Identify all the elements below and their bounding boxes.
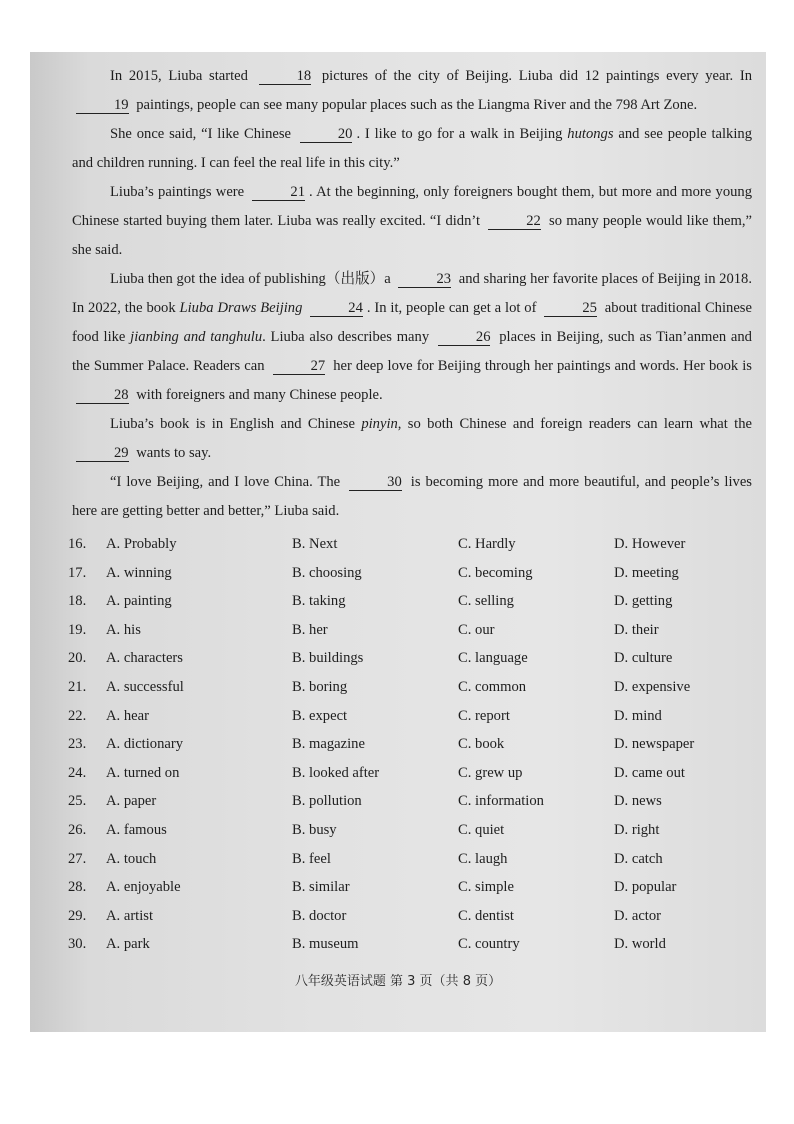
text: about traditional Chinese food like <box>72 300 752 345</box>
option-c[interactable]: C. our <box>458 621 495 638</box>
blank-26[interactable]: 26 <box>438 329 491 346</box>
paragraph-3 <box>72 178 752 265</box>
text: and sharing her favorite places of Beijing in 2018. In 2022, the book <box>72 271 752 316</box>
option-row <box>68 536 758 565</box>
blank-19[interactable]: 19 <box>76 97 129 114</box>
option-d[interactable]: D. news <box>614 793 662 810</box>
question-number: 17. <box>68 564 87 581</box>
exam-page-photo <box>30 52 766 1032</box>
text: and see people talking and children running. I can feel the real life in this city.” <box>72 126 752 171</box>
italic-term: jianbing and tanghulu <box>130 329 263 345</box>
question-number: 24. <box>68 764 87 781</box>
option-d[interactable]: D. mind <box>614 707 662 724</box>
option-d[interactable]: D. catch <box>614 850 663 867</box>
question-number: 25. <box>68 793 87 810</box>
question-number: 19. <box>68 621 87 638</box>
question-number: 23. <box>68 736 87 753</box>
option-b[interactable]: B. looked after <box>292 764 380 781</box>
question-number: 29. <box>68 907 87 924</box>
options-list <box>68 536 758 965</box>
option-a[interactable]: A. painting <box>106 593 172 610</box>
blank-21[interactable]: 21 <box>252 184 305 201</box>
question-number: 28. <box>68 879 87 896</box>
option-a[interactable]: A. winning <box>106 564 172 581</box>
text: , so both Chinese and foreign readers can learn what the <box>397 416 753 432</box>
text: . Liuba also describes many <box>262 329 430 345</box>
option-c[interactable]: C. information <box>458 793 544 810</box>
question-number: 16. <box>68 536 87 552</box>
option-b[interactable]: B. pollution <box>292 793 362 810</box>
blank-23[interactable]: 23 <box>398 271 451 288</box>
option-c[interactable]: C. country <box>458 936 520 953</box>
option-row <box>68 908 758 937</box>
text: wants to say. <box>136 445 212 461</box>
text: “I love Beijing, and I love China. The <box>110 474 341 490</box>
option-b[interactable]: B. buildings <box>292 650 364 667</box>
option-a[interactable]: A. famous <box>106 821 167 838</box>
option-c[interactable]: C. language <box>458 650 528 667</box>
option-row <box>68 736 758 765</box>
option-d[interactable]: D. getting <box>614 593 673 610</box>
text: with foreigners and many Chinese people. <box>136 387 383 403</box>
blank-24[interactable]: 24 <box>310 300 363 317</box>
paragraph-1 <box>72 62 752 120</box>
option-b[interactable]: B. boring <box>292 678 348 695</box>
paragraph-5 <box>72 410 752 468</box>
option-a[interactable]: A. hear <box>106 707 149 724</box>
option-row <box>68 622 758 651</box>
option-a[interactable]: A. dictionary <box>106 736 184 753</box>
option-c[interactable]: C. Hardly <box>458 536 516 552</box>
option-c[interactable]: C. laugh <box>458 850 508 867</box>
text: places in Beijing, such as Tian’anmen and the Summer Palace. Readers can <box>72 329 752 374</box>
option-d[interactable]: D. meeting <box>614 564 679 581</box>
option-b[interactable]: B. busy <box>292 821 337 838</box>
option-row <box>68 765 758 794</box>
question-number: 21. <box>68 678 87 695</box>
option-row <box>68 650 758 679</box>
text: . I like to go for a walk in Beijing <box>356 126 563 142</box>
text: Liuba then got the idea of publishing（出版）a <box>110 271 391 287</box>
text: In 2015, Liuba started <box>110 68 248 84</box>
question-number: 22. <box>68 707 87 724</box>
reading-passage <box>72 62 752 526</box>
option-c[interactable]: C. grew up <box>458 764 523 781</box>
option-a[interactable]: A. enjoyable <box>106 879 181 896</box>
option-d[interactable]: D. world <box>614 936 666 953</box>
blank-20[interactable]: 20 <box>300 126 353 143</box>
page-footer: 八年级英语试题 第 3 页（共 8 页） <box>294 974 502 989</box>
option-row <box>68 879 758 908</box>
blank-27[interactable]: 27 <box>273 358 326 375</box>
option-d[interactable]: D. culture <box>614 650 673 667</box>
option-d[interactable]: D. newspaper <box>614 736 695 753</box>
option-a[interactable]: A. park <box>106 936 150 953</box>
italic-term: hutongs <box>567 126 614 142</box>
option-d[interactable]: D. right <box>614 821 660 838</box>
text: paintings, people can see many popular places such as the Liangma River and the 798 Art Zone. <box>136 97 698 113</box>
option-a[interactable]: A. Probably <box>106 536 177 552</box>
text: . At the beginning, only foreigners bought them, but more and more young Chinese started buying them later. Liuba was really excited. “I didn’t <box>72 184 753 229</box>
question-number: 30. <box>68 936 87 953</box>
option-d[interactable]: D. popular <box>614 879 677 896</box>
option-c[interactable]: C. quiet <box>458 821 505 838</box>
option-row <box>68 851 758 880</box>
text: is becoming more and more beautiful, and people’s lives here are getting better and better,” Liuba said. <box>72 474 752 519</box>
blank-22[interactable]: 22 <box>488 213 541 230</box>
italic-term: pinyin <box>361 416 398 432</box>
option-row <box>68 565 758 594</box>
option-a[interactable]: A. characters <box>106 650 183 667</box>
question-number: 27. <box>68 850 87 867</box>
option-c[interactable]: C. selling <box>458 593 514 610</box>
option-c[interactable]: C. book <box>458 736 505 753</box>
text: Liuba’s book is in English and Chinese <box>110 416 355 432</box>
option-b[interactable]: B. choosing <box>292 564 362 581</box>
option-b[interactable]: B. her <box>292 621 328 638</box>
text: so many people would like them,” she said. <box>72 213 753 258</box>
option-row <box>68 708 758 737</box>
option-a[interactable]: A. his <box>106 621 141 638</box>
blank-18[interactable]: 18 <box>259 68 312 85</box>
text: . In it, people can get a lot of <box>366 300 537 316</box>
option-b[interactable]: B. Next <box>292 536 338 552</box>
blank-25[interactable]: 25 <box>544 300 597 317</box>
option-b[interactable]: B. magazine <box>292 736 365 753</box>
text: her deep love for Beijing through her paintings and words. Her book is <box>333 358 752 374</box>
option-c[interactable]: C. dentist <box>458 907 514 924</box>
blank-30[interactable]: 30 <box>349 474 402 491</box>
option-b[interactable]: B. doctor <box>292 907 347 924</box>
option-a[interactable]: A. artist <box>106 907 154 924</box>
blank-28[interactable]: 28 <box>76 387 129 404</box>
option-d[interactable]: D. their <box>614 621 659 638</box>
text: Liuba’s paintings were <box>110 184 245 200</box>
option-b[interactable]: B. taking <box>292 593 346 610</box>
option-c[interactable]: C. report <box>458 707 510 724</box>
option-d[interactable]: D. However <box>614 536 686 552</box>
option-d[interactable]: D. actor <box>614 907 662 924</box>
question-number: 26. <box>68 821 87 838</box>
option-d[interactable]: D. expensive <box>614 678 691 695</box>
option-c[interactable]: C. common <box>458 678 527 695</box>
question-number: 18. <box>68 593 87 610</box>
option-b[interactable]: B. museum <box>292 936 359 953</box>
option-row <box>68 822 758 851</box>
option-a[interactable]: A. turned on <box>106 764 180 781</box>
option-a[interactable]: A. paper <box>106 793 157 810</box>
option-c[interactable]: C. becoming <box>458 564 533 581</box>
paragraph-4 <box>72 265 752 410</box>
text: pictures of the city of Beijing. Liuba did 12 paintings every year. In <box>321 68 752 84</box>
paragraph-6 <box>72 468 752 526</box>
blank-29[interactable]: 29 <box>76 445 129 462</box>
text: She once said, “I like Chinese <box>110 126 291 142</box>
option-b[interactable]: B. similar <box>292 879 350 896</box>
book-title: Liuba Draws Beijing <box>179 300 303 316</box>
option-row <box>68 679 758 708</box>
option-row <box>68 936 758 965</box>
question-number: 20. <box>68 650 87 667</box>
option-a[interactable]: A. touch <box>106 850 157 867</box>
option-d[interactable]: D. came out <box>614 764 685 781</box>
option-row <box>68 793 758 822</box>
option-row <box>68 593 758 622</box>
paragraph-2 <box>72 120 752 178</box>
option-c[interactable]: C. simple <box>458 879 514 896</box>
option-b[interactable]: B. feel <box>292 850 331 867</box>
option-a[interactable]: A. successful <box>106 678 184 695</box>
option-b[interactable]: B. expect <box>292 707 348 724</box>
